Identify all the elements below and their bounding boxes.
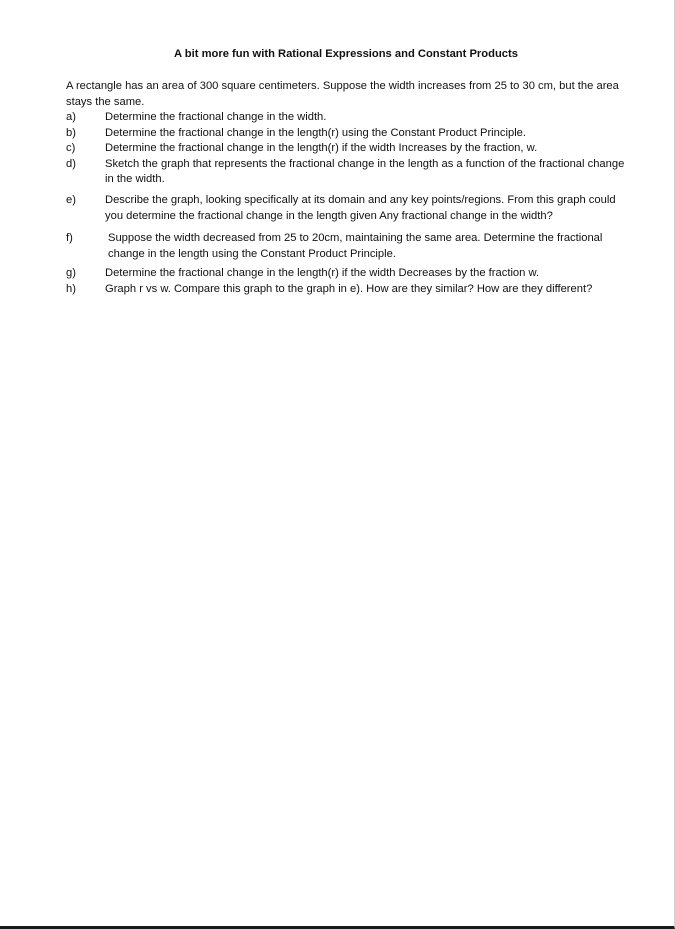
question-letter: h) xyxy=(66,282,76,295)
question-text: Sketch the graph that represents the fractional change in the length as a function of the fractional change in the width. xyxy=(105,157,625,186)
question-item-a xyxy=(66,110,632,126)
question-letter: d) xyxy=(66,157,76,170)
question-text: Determine the fractional change in the width. xyxy=(105,111,327,123)
question-letter: b) xyxy=(66,126,76,139)
question-text: Determine the fractional change in the length(r) using the Constant Product Principle. xyxy=(105,126,527,139)
question-text: Suppose the width decreased from 25 to 20cm, maintaining the same area. Determine the fractional change in the length using the Constant Product Principle. xyxy=(108,232,603,260)
document-title: A bit more fun with Rational Expressions and Constant Products xyxy=(174,48,518,60)
question-item-e xyxy=(66,193,632,224)
question-text: Determine the fractional change in the length(r) if the width Decreases by the fraction w. xyxy=(105,267,540,280)
question-letter: a) xyxy=(66,111,76,123)
question-item-b xyxy=(66,126,632,142)
problem-intro: A rectangle has an area of 300 square centimeters. Suppose the width increases from 25 to 30 cm, but the area stays the same. xyxy=(66,80,619,108)
question-text: Graph r vs w. Compare this graph to the graph in e). How are they similar? How are they different? xyxy=(105,282,593,295)
question-letter: g) xyxy=(66,267,76,280)
question-item-d xyxy=(66,157,632,188)
question-item-c xyxy=(66,141,632,157)
question-letter: e) xyxy=(66,193,76,206)
question-item-f xyxy=(66,231,632,262)
question-letter: c) xyxy=(66,142,76,155)
question-list xyxy=(66,110,632,298)
question-letter: f) xyxy=(66,232,73,245)
question-item-g xyxy=(66,266,632,282)
question-text: Determine the fractional change in the length(r) if the width Increases by the fraction, w. xyxy=(105,142,538,155)
question-item-h xyxy=(66,282,632,298)
question-text: Describe the graph, looking specifically at its domain and any key points/regions. From this graph could you determine the fractional change in the length given Any fractional change in the width? xyxy=(105,193,616,222)
